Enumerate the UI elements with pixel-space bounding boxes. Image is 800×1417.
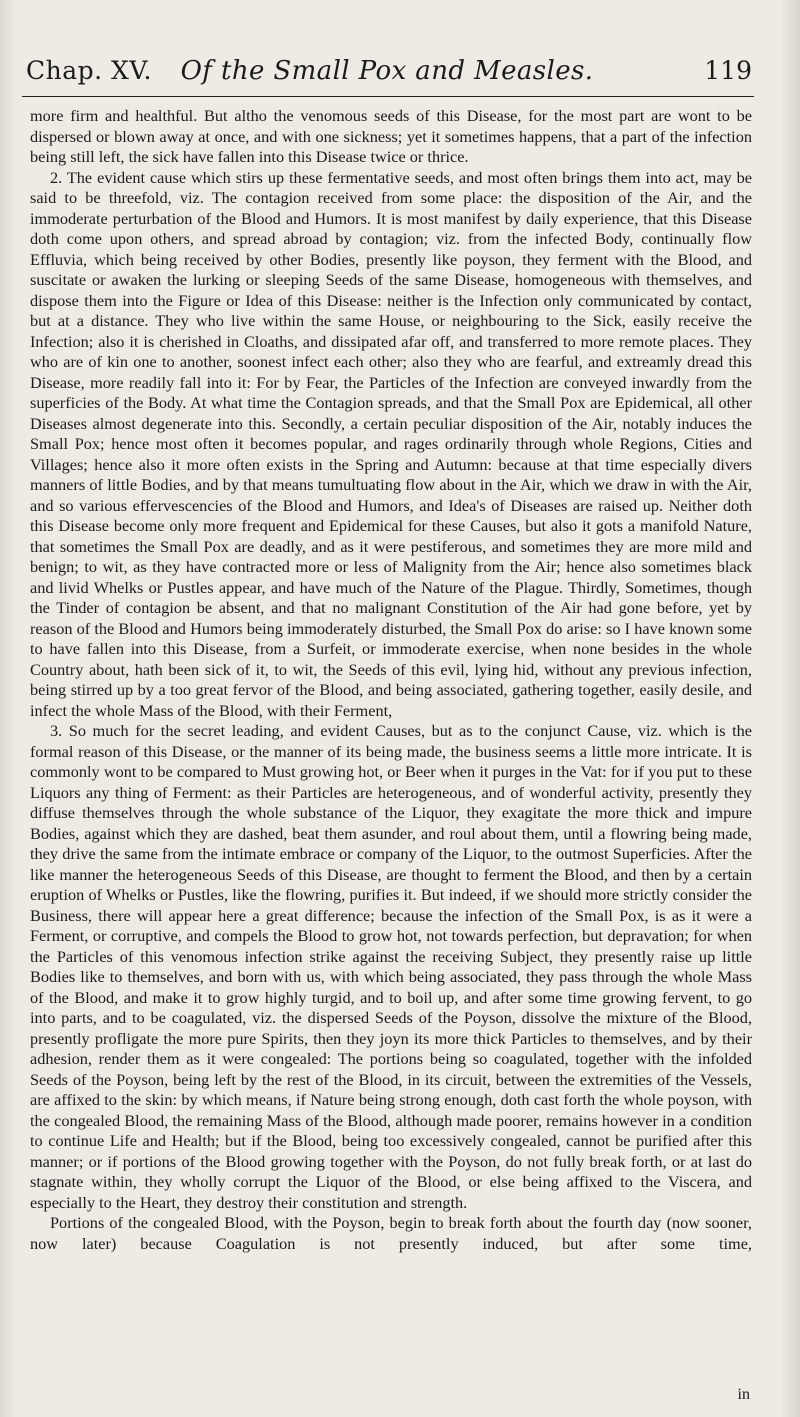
catchword: in xyxy=(737,1386,750,1403)
paragraph-portions: Portions of the congealed Blood, with the Poyson, begin to break forth about the fourth day (now sooner, now later) because Coagulation is not presently induced, but after some time, xyxy=(30,1213,752,1253)
body-text xyxy=(30,106,752,1254)
page-number: 119 xyxy=(704,56,752,85)
page-title: Of the Small Pox and Measles. xyxy=(180,56,594,86)
paragraph-conjunct-cause: 3. So much for the secret leading, and evident Causes, but as to the conjunct Cause, viz. which is the formal reason of this Disease, or the manner of its being made, the business seems a little more intricate. It is commonly wont to be compared to Must growing hot, or Beer when it purges in the Vat: for if you put to these Liquors any thing of Ferment: as their Particles are heterogeneous, and of wonderful activity, presently they diffuse themselves through the whole substance of the Liquor, they exagitate the more thick and impure Bodies, against which they are dashed, beat them asunder, and roul about them, until a flowring being made, they drive the same from the intimate embrace or company of the Liquor, to the outmost Superficies. After the like manner the heterogeneous Seeds of this Disease, are thought to ferment the Blood, and then by a certain eruption of Whelks or Pustles, like the flowring, purifies it. But indeed, if we should more strictly consider the Business, there will appear here a great difference; because the infection of the Small Pox, is as it were a Ferment, or corruptive, and compels the Blood to grow hot, not towards perfection, but depravation; for when the Particles of this venomous infection strike against the receiving Subject, they presently raise up little Bodies like to themselves, and born with us, with which being associated, they pass through the whole Mass of the Blood, and make it to grow highly turgid, and to boil up, and after some time growing fervent, to go into parts, and to be coagulated, viz. the dispersed Seeds of the Poyson, dissolve the mixture of the Blood, presently profligate the more pure Spirits, then they joyn its more thick Particles to themselves, and by their adhesion, render them as it were congealed: The portions being so coagulated, together with the infolded Seeds of the Poyson, being left by the rest of the Blood, in its circuit, between the extremities of the Vessels, are affixed to the skin: by which means, if Nature being strong enough, doth cast forth the whole poyson, with the congealed Blood, the remaining Mass of the Blood, although made poorer, remains however in a condition to continue Life and Health; but if the Blood, being too excessively congealed, cannot be purified after this manner; or if portions of the Blood growing together with the Poyson, do not fully break forth, or at last do stagnate within, they wholly corrupt the Liquor of the Blood, or else being affixed to the Viscera, and especially to the Heart, they destroy their constitution and strength. xyxy=(30,721,752,1212)
paragraph-continuation: more firm and healthful. But altho the venomous seeds of this Disease, for the most part are wont to be dispersed or blown away at once, and with one sickness; yet it sometimes happens, that a part of the infection being still left, the sick have fallen into this Disease twice or thrice. xyxy=(30,106,752,166)
paragraph-evident-cause: 2. The evident cause which stirs up these fermentative seeds, and most often brings them into act, may be said to be threefold, viz. The contagion received from some place: the disposition of the Air, and the immoderate perturbation of the Blood and Humors. It is most manifest by daily experience, that this Disease doth come upon others, and spread abroad by contagion; viz. from the infected Body, continually flow Effluvia, which being received by other Bodies, presently like poyson, they ferment with the Blood, and suscitate or awaken the lurking or sleeping Seeds of the same Disease, homogeneous with themselves, and dispose them into the Figure or Idea of this Disease: neither is the Infection only communicated by contact, but at a distance. They who live within the same House, or neighbouring to the Sick, easily receive the Infection; also it is cherished in Cloaths, and dissipated afar off, and transferred to more remote places. They who are of kin one to another, soonest infect each other; also they who are fearful, and extreamly dread this Disease, more readily fall into it: For by Fear, the Particles of the Infection are conveyed inwardly from the superficies of the Body. At what time the Contagion spreads, and that the Small Pox are Epidemical, all other Diseases almost degenerate into this. Secondly, a certain peculiar disposition of the Air, notably induces the Small Pox; hence most often it becomes popular, and rages ordinarily through whole Regions, Cities and Villages; hence also it more often exists in the Spring and Autumn: because at that time especially divers manners of little Bodies, and by that means tumultuating flow about in the Air, which we draw in with the Air, and so various effervescencies of the Blood and Humors, and Idea's of Diseases are raised up. Neither doth this Disease become only more frequent and Epidemical for these Causes, but also it gots a manifold Nature, that sometimes the Small Pox are deadly, and as it were pestiferous, and sometimes they are more mild and benign; to wit, as they have contracted more or less of Malignity from the Air; hence also sometimes black and livid Whelks or Pustles appear, and have much of the Nature of the Plague. Thirdly, Sometimes, though the Tinder of contagion be absent, and that no malignant Constitution of the Air had gone before, yet by reason of the Blood and Humors being immoderately disturbed, the Small Pox do arise: so I have known some to have fallen into this Disease, from a Surfeit, or immoderate exercise, when none besides in the whole Country about, hath been sick of it, to wit, the Seeds of this evil, lying hid, without any previous infection, being stirred up by a too great fervor of the Blood, and being associated, gathering together, easily desile, and infect the whole Mass of the Blood, with their Ferment, xyxy=(30,167,752,720)
header-rule xyxy=(22,96,754,97)
running-header xyxy=(22,50,752,94)
chapter-label: Chap. XV. xyxy=(26,56,152,85)
